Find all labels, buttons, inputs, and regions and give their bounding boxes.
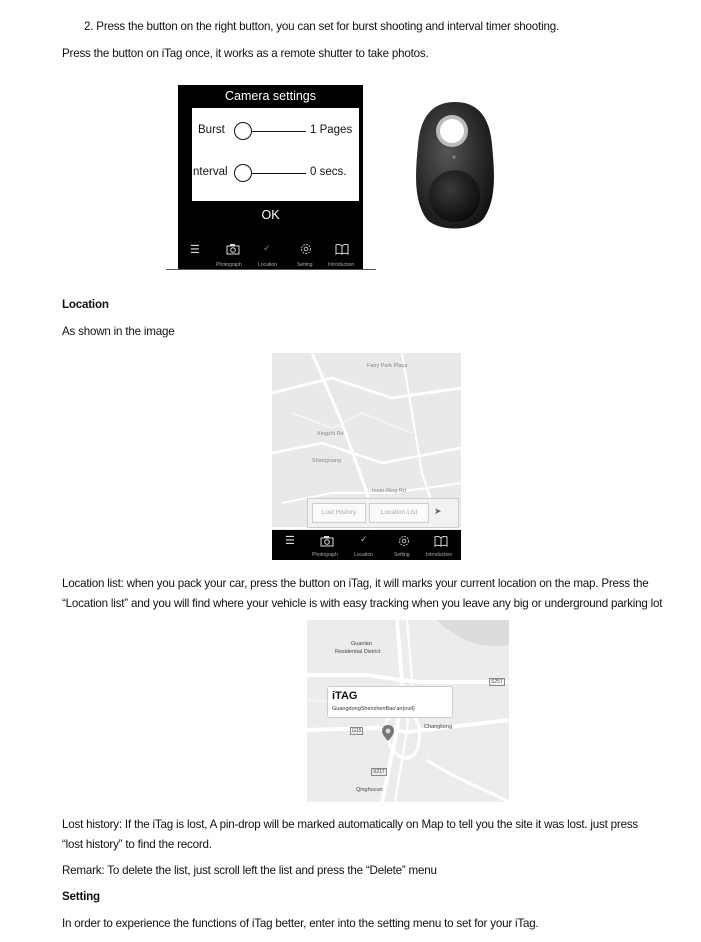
popup-title: iTAG — [332, 690, 358, 702]
itag-device-image — [412, 100, 498, 234]
location-icon[interactable]: ✓ — [360, 534, 368, 544]
district-label-2: Residential District — [335, 649, 381, 655]
interval-slider-track[interactable] — [251, 173, 306, 174]
setting-text: In order to experience the functions of iTag better, enter into the setting menu to set for your iTag. — [62, 917, 539, 930]
book-icon[interactable] — [335, 242, 349, 260]
interval-slider-knob[interactable] — [234, 164, 252, 182]
changkeng-label: Changkeng — [424, 724, 453, 730]
step-2-text: 2. Press the button on the right button, you can set for burst shooting and interval timer shooting. — [84, 20, 559, 33]
road-sign-g15: G15 — [352, 728, 362, 734]
burst-row — [192, 122, 359, 142]
popup-address: GuangdongShenzhenBao'an(null) — [332, 706, 415, 712]
district-label-1: Guanlan — [351, 641, 372, 647]
location-heading: Location — [62, 298, 109, 311]
itag-pin-map-screenshot — [307, 620, 509, 802]
nav-introduction-label: Introduction — [426, 552, 453, 558]
itag-popup[interactable] — [327, 686, 453, 718]
nav-introduction-label: Introduction — [328, 262, 355, 268]
interval-row — [192, 164, 359, 184]
navigation-arrow-icon[interactable]: ➤ — [434, 506, 442, 516]
burst-slider-knob[interactable] — [234, 122, 252, 140]
location-list-text-line-1: Location list: when you pack your car, press the button on iTag, it will marks your current location on the map. Press the — [62, 577, 649, 590]
interval-label: nterval — [193, 166, 228, 178]
screenshot-baseline — [166, 269, 376, 270]
burst-slider-track[interactable] — [251, 131, 306, 132]
road-label: Inner Ring Rd — [372, 488, 406, 494]
interval-value: 0 secs. — [310, 166, 347, 178]
burst-label: Burst — [198, 124, 225, 136]
nav-location-label: Location — [354, 552, 373, 558]
camera-icon[interactable] — [225, 242, 241, 260]
camera-settings-panel — [192, 108, 359, 201]
lost-history-text-line-2: “lost history” to find the record. — [62, 838, 212, 851]
camera-settings-title: Camera settings — [224, 89, 316, 103]
menu-icon[interactable]: ☰ — [190, 244, 200, 256]
location-map-screenshot: Fairy Park Plaza Xingzhi Rd Shangxiang Inner Ring Rd Lost History Location List ➤ ☰ ✓ Photograph Location Setting Introduction — [272, 353, 461, 560]
ok-button[interactable]: OK — [261, 208, 280, 222]
pin-drop-icon[interactable] — [381, 724, 395, 747]
road-sign-x217: X217 — [373, 769, 385, 775]
remark-text: Remark: To delete the list, just scroll left the list and press the “Delete” menu — [62, 864, 437, 877]
lost-history-button[interactable]: Lost History — [312, 503, 366, 523]
nav-setting-label: Setting — [394, 552, 410, 558]
as-shown-text: As shown in the image — [62, 325, 175, 338]
lost-history-text-line-1: Lost history: If the iTag is lost, A pin-drop will be marked automatically on Map to tell you the site it was lost. just press — [62, 818, 639, 831]
book-icon[interactable] — [434, 534, 448, 552]
nav-location-label: Location — [258, 262, 277, 268]
bottom-nav — [178, 237, 363, 270]
location-list-button[interactable]: Location List — [369, 503, 429, 523]
setting-heading: Setting — [62, 890, 100, 903]
location-icon[interactable]: ✓ — [263, 243, 271, 253]
nav-photograph-label: Photograph — [216, 262, 242, 268]
nav-setting-label: Setting — [297, 262, 313, 268]
camera-settings-screenshot — [178, 85, 363, 270]
camera-icon[interactable] — [320, 534, 334, 552]
menu-icon[interactable]: ☰ — [285, 535, 295, 547]
qinghucun-label: Qinghucun — [356, 787, 383, 793]
location-list-text-line-2: “Location list” and you will find where your vehicle is with easy tracking when you leave any big or underground parking lot — [62, 597, 663, 610]
press-once-text: Press the button on iTag once, it works as a remote shutter to take photos. — [62, 47, 429, 60]
map-bottom-nav — [272, 530, 461, 560]
burst-value: 1 Pages — [310, 124, 353, 136]
road-sign-s257: S257 — [491, 679, 503, 685]
gear-icon[interactable] — [398, 534, 410, 552]
nav-photograph-label: Photograph — [312, 552, 338, 558]
gear-icon[interactable] — [300, 242, 312, 260]
